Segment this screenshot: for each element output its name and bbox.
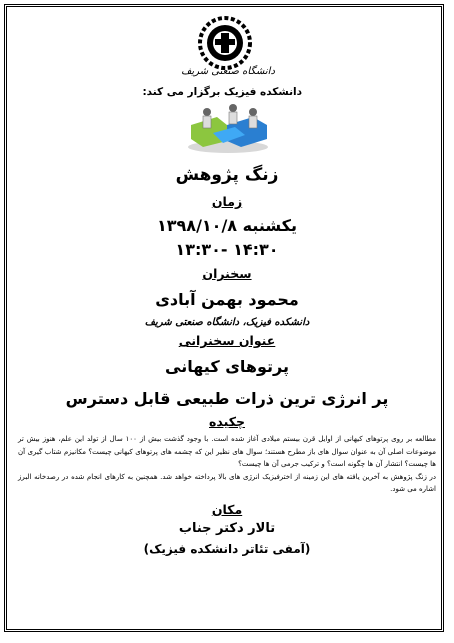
speaker-name: محمود بهمن آبادی — [155, 290, 299, 309]
speaker-affiliation: دانشکده فیزیک، دانشگاه صنعتی شریف — [144, 317, 310, 328]
abstract-paragraph: در زنگ پژوهش به آخرین یافته های این زمینه از اخترفیزیک انرژی های بالا پرداخته خواهد شد. همچنین به کارهای انجام شده در رصدخانه البرز اشاره می شود. — [18, 472, 436, 493]
talk-title-label: عنوان سخنرانی — [178, 333, 276, 348]
location-label: مکان — [211, 502, 243, 517]
university-name: دانشگاه صنعتی شریف — [181, 66, 275, 77]
talk-title-line1: پرتوهای کیهانی — [165, 357, 289, 376]
speaker-label: سخنران — [202, 266, 252, 281]
time-label: زمان — [211, 194, 243, 209]
abstract-paragraph: مطالعه بر روی پرتوهای کیهانی از اوایل قرن بیستم میلادی آغاز شده است. با وجود گذشت بیش از ۱۰۰ سال از تولد این علم، هنوز بیش تر موضوعات اصلی آن به عنوان سوال های باز مطرح هستند؛ سوال های نظیر این که چشمه های پرتوهای کیهانی چیست؟ مکانیزم شتاب گیری آن ها چیست؟ انتشار آن ها چگونه است؟ و ترکیب جرمی آن ها چیست؟ — [18, 435, 436, 468]
location-detail: (آمفی تئاتر دانشکده فیزیک) — [143, 542, 311, 556]
intro-text: دانشکده فیزیک برگزار می کند: — [142, 86, 302, 98]
event-time-range: ۱۴:۳۰ -۱۳:۳۰ — [175, 240, 279, 259]
talk-title-line2: پر انرژی ترین ذرات طبیعی قابل دسترس — [65, 389, 389, 408]
event-title: زنگ پژوهش — [175, 165, 279, 185]
puzzle-people-icon — [183, 103, 273, 155]
abstract-label: چکیده — [209, 414, 245, 429]
abstract-text — [18, 433, 436, 496]
event-date: یکشنبه ۱۳۹۸/۱۰/۸ — [157, 216, 297, 235]
location-name: تالار دکتر جناب — [178, 521, 276, 536]
